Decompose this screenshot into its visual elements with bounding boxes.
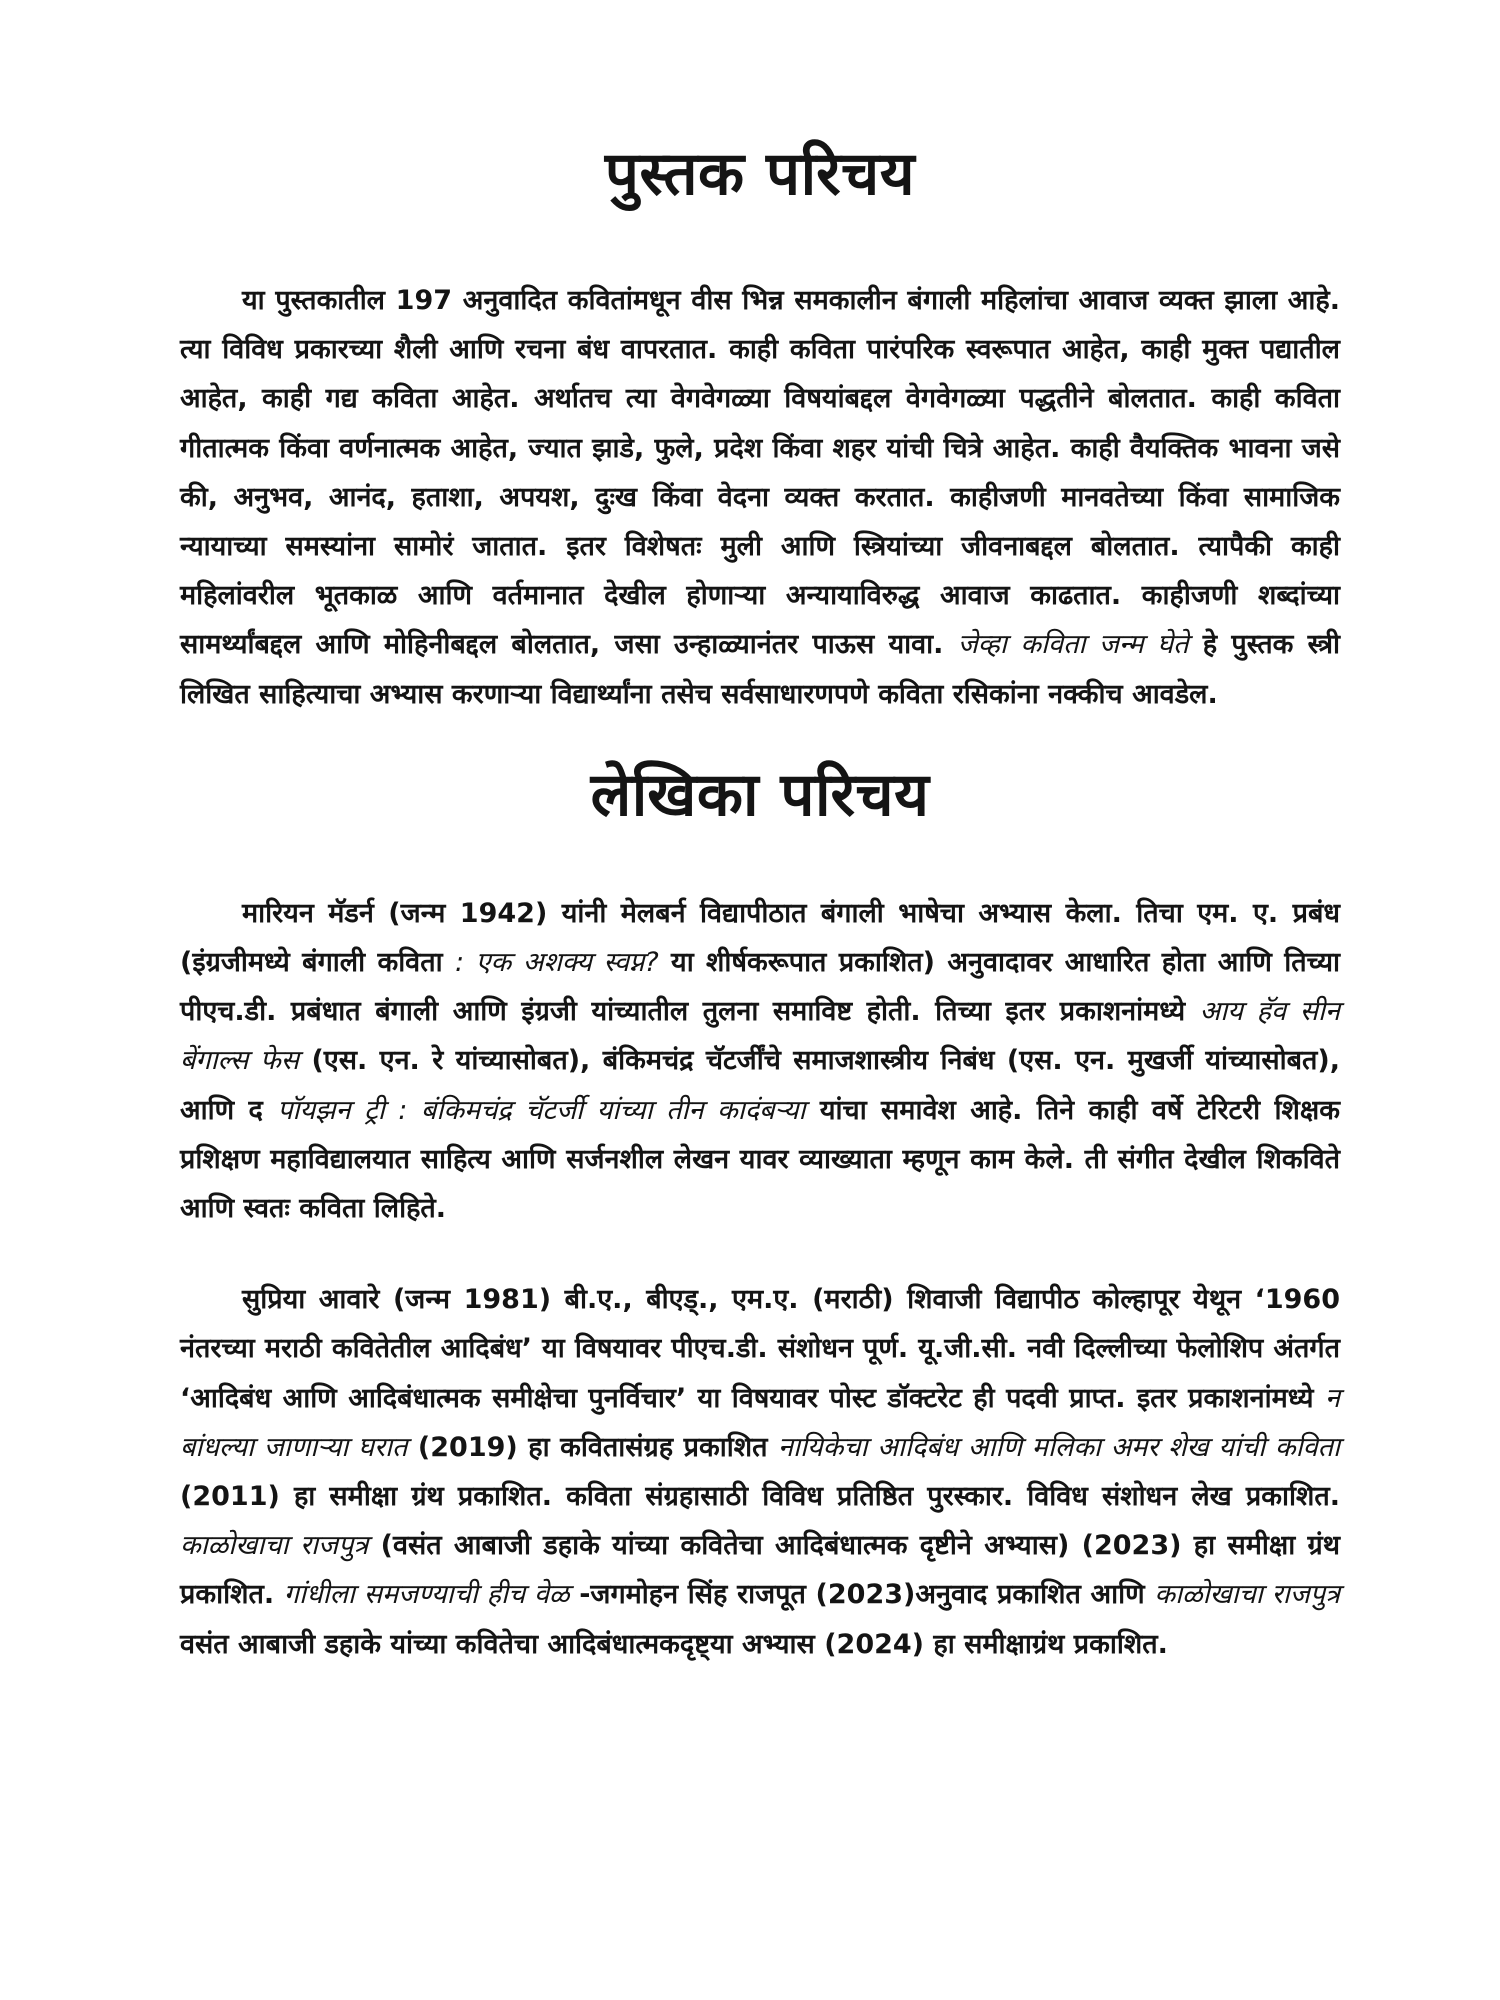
page (180, 0, 1340, 2000)
author2-text-1: (जन्म 1981) बी.ए., बीएड्., एम.ए. (मराठी) शिवाजी विद्यापीठ कोल्हापूर येथून ‘1960 नंतरच्या मराठी कवितेतील आदिबंध’ या विषयावर पीएच.डी. संशोधन पूर्ण. यू.जी.सी. नवी दिल्लीच्या फेलोशिप अंतर्गत ‘आदिबंध आणि आदिबंधात्मक समीक्षेचा पुनर्विचार’ या विषयावर पोस्ट डॉक्टरेट ही पदवी प्राप्त. इतर प्रकाशनांमध्ये (180, 1284, 1341, 1414)
book-title-italic: जेव्हा कविता जन्म घेते (957, 629, 1189, 661)
book-intro-title: पुस्तक परिचय (604, 139, 916, 209)
book-intro-text-2: हे पुस्तक स्त्री लिखित साहित्याचा अभ्यास करणाऱ्या विद्यार्थ्यांना तसेच सर्वसाधारणपणे कविता रसिकांना नक्कीच आवडेल. (180, 629, 1341, 710)
author2-text-6: वसंत आबाजी डहाके यांच्या कवितेचा आदिबंधात्मकदृष्ट्या अभ्यास (2024) हा समीक्षाग्रंथ प्रकाशित. (180, 1628, 1168, 1660)
author1-italic-2: आय हॅव सीन बेंगाल्स फेस (180, 996, 1340, 1077)
author2-italic-2: नायिकेचा आदिबंध आणि मलिका अमर शेख यांची कविता (778, 1431, 1340, 1463)
author1-italic-1: : एक अशक्य स्वप्न? (454, 947, 659, 979)
author2-paragraph (180, 1275, 1340, 1669)
author2-italic-1: न बांधल्या जाणाऱ्या घरात (180, 1382, 1340, 1463)
author2-text-2: (2019) हा कवितासंग्रह प्रकाशित (407, 1431, 779, 1463)
author1-text-1: (जन्म 1942) यांनी मेलबर्न विद्यापीठात बंगाली भाषेचा अभ्यास केला. तिचा एम. ए. प्रबंध (इंग्रजीमध्ये बंगाली कविता (180, 897, 1340, 979)
author1-text-4: यांचा समावेश आहे. तिने काही वर्षे टेरिटरी शिक्षक प्रशिक्षण महाविद्यालयात साहित्य आणि सर्जनशील लेखन यावर व्याख्याता म्हणून काम केले. ती संगीत देखील शिकविते आणि स्वतः कविता लिहिते. (180, 1094, 1340, 1225)
author1-name: मारियन मॅडर्न (242, 897, 374, 929)
book-intro-paragraph (180, 276, 1340, 719)
author2-name: सुप्रिया आवारे (242, 1284, 380, 1316)
author1-paragraph (180, 889, 1340, 1233)
author2-text-5: -जगमोहन सिंह राजपूत (2023)अनुवाद प्रकाशित आणि (569, 1579, 1155, 1611)
book-intro-text-1: या पुस्तकातील 197 अनुवादित कवितांमधून वीस भिन्न समकालीन बंगाली महिलांचा आवाज व्यक्त झाला आहे. त्या विविध प्रकारच्या शैली आणि रचना बंध वापरतात. काही कविता पारंपरिक स्वरूपात आहेत, काही मुक्त पद्यातील आहेत, काही गद्य कविता आहेत. अर्थातच त्या वेगवेगळ्या विषयांबद्दल वेगवेगळ्या पद्धतीने बोलतात. काही कविता गीतात्मक किंवा वर्णनात्मक आहेत, ज्यात झाडे, फुले, प्रदेश किंवा शहर यांची चित्रे आहेत. काही वैयक्तिक भावना जसे की, अनुभव, आनंद, हताशा, अपयश, दुःख किंवा वेदना व्यक्त करतात. काहीजणी मानवतेच्या किंवा सामाजिक न्यायाच्या समस्यांना सामोरं जातात. इतर विशेषतः मुली आणि स्त्रियांच्या जीवनाबद्दल बोलतात. त्यापैकी काही महिलांवरील भूतकाळ आणि वर्तमानात देखील होणाऱ्या अन्यायाविरुद्ध आवाज काढतात. काहीजणी शब्दांच्या सामर्थ्यांबद्दल आणि मोहिनीबद्दल बोलतात, जसा उन्हाळ्यानंतर पाऊस यावा. (180, 285, 1340, 661)
author2-italic-4: गांधीला समजण्याची हीच वेळ (283, 1579, 570, 1611)
author1-italic-3: पॉयझन ट्री : बंकिमचंद्र चॅटर्जी यांच्या तीन कादंबऱ्या (277, 1094, 806, 1126)
author2-text-4: (वसंत आबाजी डहाके यांच्या कवितेचा आदिबंधात्मक दृष्टीने अभ्यास) (2023) हा समीक्षा ग्रंथ प्रकाशित. (180, 1530, 1340, 1611)
author2-text-3: (2011) हा समीक्षा ग्रंथ प्रकाशित. कविता संग्रहासाठी विविध प्रतिष्ठित पुरस्कार. विविध संशोधन लेख प्रकाशित. (180, 1481, 1340, 1513)
author1-text-2: या शीर्षकरूपात प्रकाशित) अनुवादावर आधारित होता आणि तिच्या पीएच.डी. प्रबंधात बंगाली आणि इंग्रजी यांच्यातील तुलना समाविष्ट होती. तिच्या इतर प्रकाशनांमध्ये (180, 947, 1340, 1028)
author2-italic-3: काळोखाचा राजपुत्र (180, 1530, 369, 1562)
author1-text-3: (एस. एन. रे यांच्यासोबत), बंकिमचंद्र चॅटर्जींचे समाजशास्त्रीय निबंध (एस. एन. मुखर्जी यांच्यासोबत), आणि द (180, 1045, 1340, 1126)
author-intro-title: लेखिका परिचय (590, 759, 930, 830)
author2-italic-5: काळोखाचा राजपुत्र (1154, 1579, 1340, 1611)
